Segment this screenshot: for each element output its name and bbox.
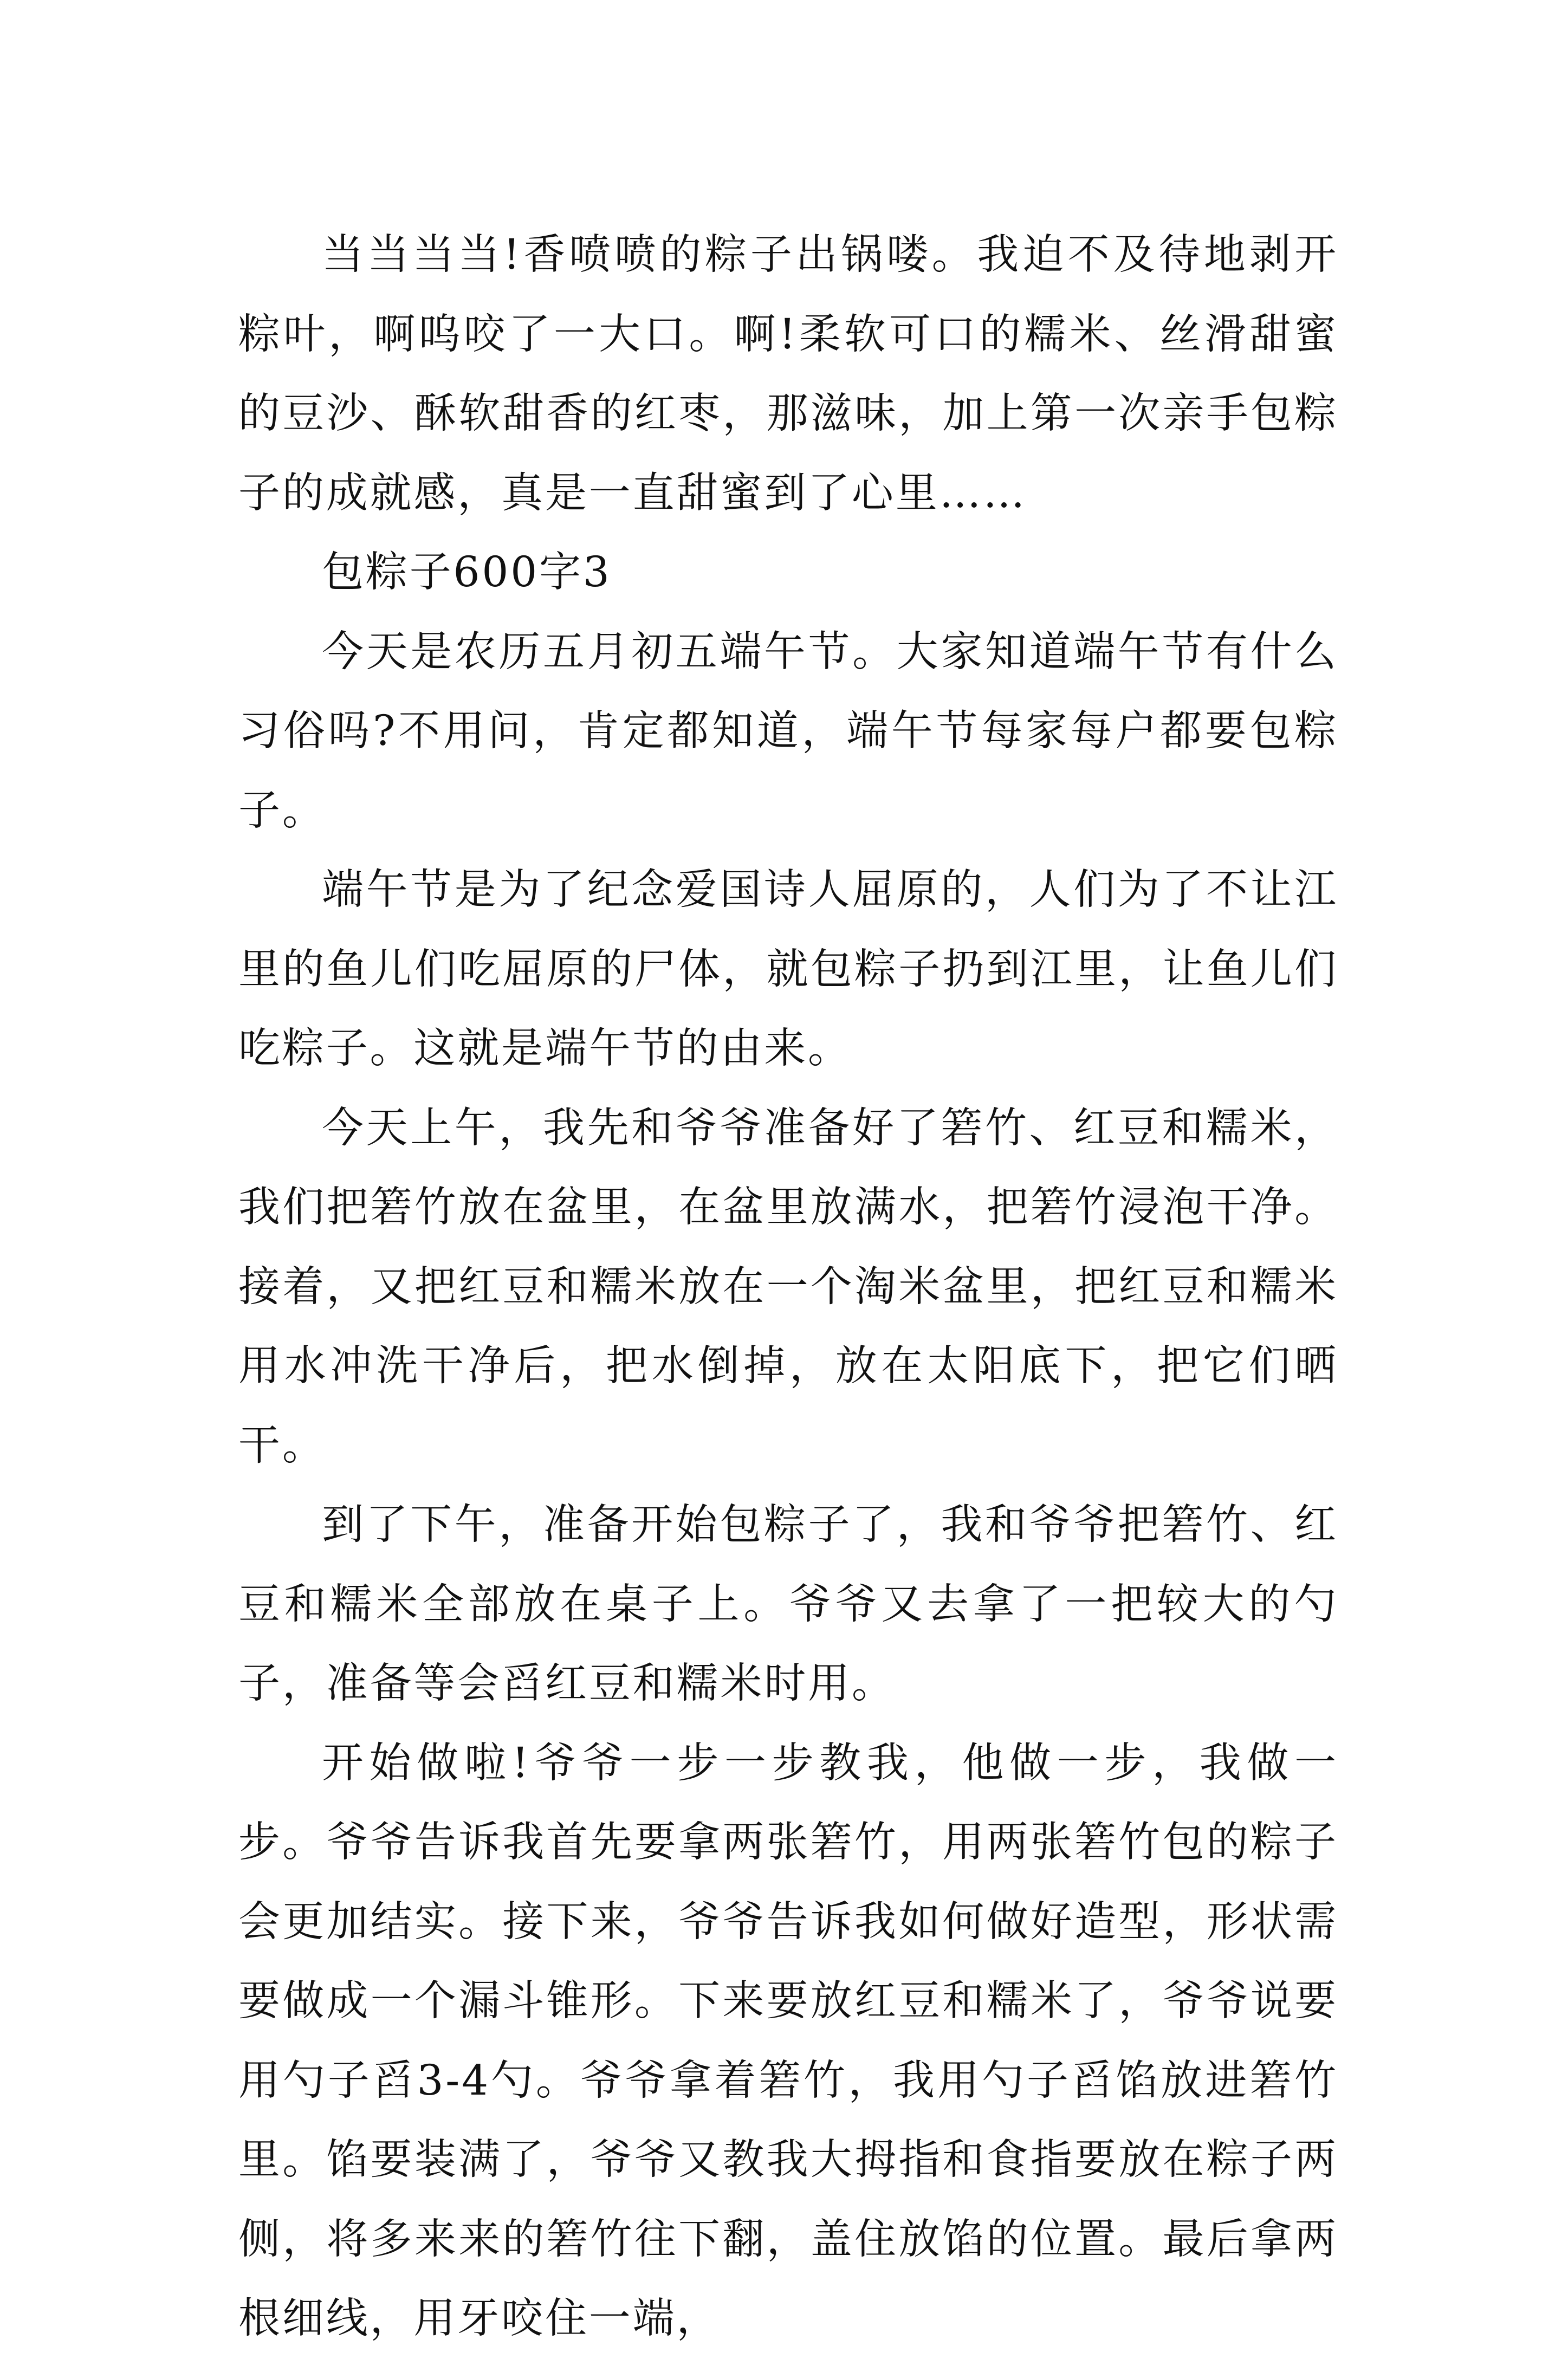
paragraph-afternoon: 到了下午，准备开始包粽子了，我和爷爷把箬竹、红豆和糯米全部放在桌子上。爷爷又去拿了一把较大的勺子，准备等会舀红豆和糯米时用。 bbox=[238, 1501, 1338, 1708]
paragraph-eating-zongzi: 当当当当!香喷喷的粽子出锅喽。我迫不及待地剥开粽叶，啊呜咬了一大口。啊!柔软可口的糯米、丝滑甜蜜的豆沙、酥软甜香的红枣，那滋味，加上第一次亲手包粽子的成就感，真是一直甜蜜到了心里…… bbox=[238, 231, 1338, 517]
paragraph-origin: 端午节是为了纪念爱国诗人屈原的，人们为了不让江里的鱼儿们吃屈原的尸体，就包粽子扔到江里，让鱼儿们吃粽子。这就是端午节的由来。 bbox=[238, 866, 1338, 1073]
paragraph-intro: 今天是农历五月初五端午节。大家知道端午节有什么习俗吗?不用问，肯定都知道，端午节每家每户都要包粽子。 bbox=[238, 627, 1338, 835]
paragraph-making-steps: 开始做啦!爷爷一步一步教我，他做一步，我做一步。爷爷告诉我首先要拿两张箬竹，用两张箬竹包的粽子会更加结实。接下来，爷爷告诉我如何做好造型，形状需要做成一个漏斗锥形。下来要放红豆和糯米了，爷爷说要用勺子舀3-4勺。爷爷拿着箬竹，我用勺子舀馅放进箬竹里。馅要装满了，爷爷又教我大拇指和食指要放在粽子两侧，将多来来的箬竹往下翻，盖住放馅的位置。最后拿两根细线，用牙咬住一端， bbox=[238, 1739, 1338, 2343]
paragraph-morning-prep: 今天上午，我先和爷爷准备好了箬竹、红豆和糯米，我们把箬竹放在盆里，在盆里放满水，把箬竹浸泡干净。接着，又把红豆和糯米放在一个淘米盆里，把红豆和糯米用水冲洗干净后，把水倒掉，放在太阳底下，把它们晒干。 bbox=[238, 1104, 1338, 1470]
section-heading: 包粽子600字3 bbox=[322, 548, 612, 597]
document-body bbox=[238, 216, 1338, 2359]
